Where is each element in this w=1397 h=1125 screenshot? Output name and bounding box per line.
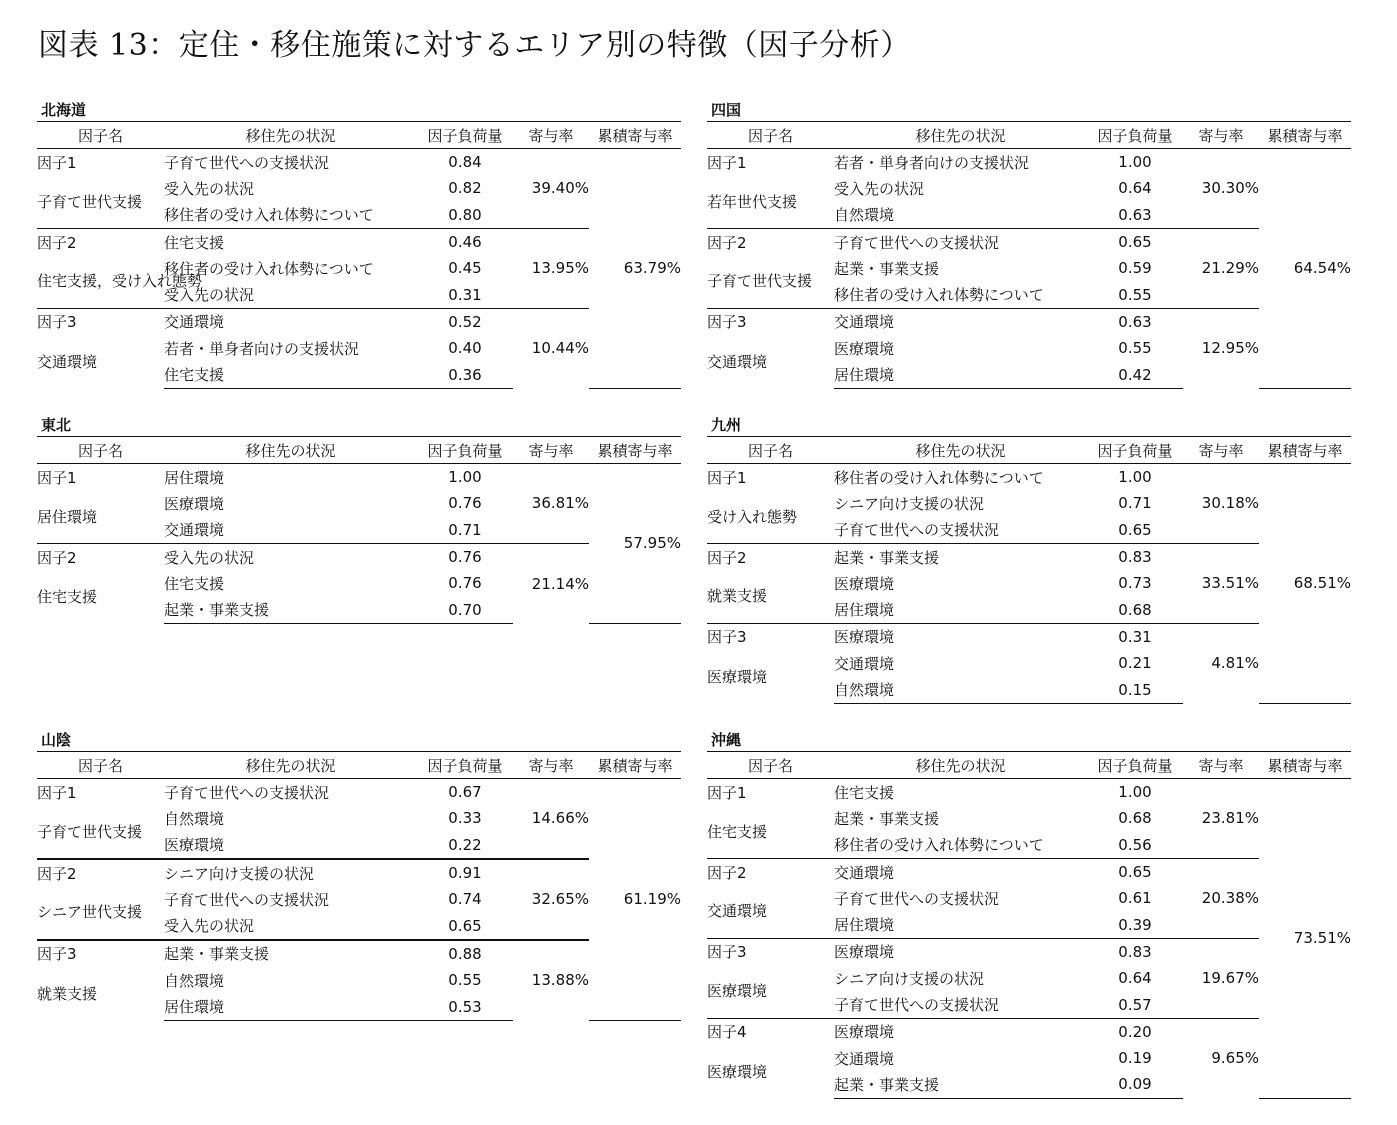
factor-loading: 0.39 (1118, 915, 1152, 934)
cumulative-rate: 57.95% (589, 464, 681, 624)
region-panel-sanin (37, 730, 681, 1021)
header-cumulative: 累積寄与率 (589, 752, 681, 779)
header-factor-name: 因子名 (707, 437, 834, 464)
factor-id: 因子3 (707, 623, 834, 650)
factor-table (37, 121, 681, 389)
header-loading: 因子負荷量 (1087, 752, 1183, 779)
variable-name: 受入先の状況 (164, 543, 417, 570)
table-row (707, 543, 1351, 570)
header-contribution: 寄与率 (513, 437, 589, 464)
factor-loading: 0.42 (1087, 361, 1183, 388)
table-row (37, 859, 681, 886)
factor-table (707, 121, 1351, 389)
variable-name: 居住環境 (164, 468, 225, 487)
variable-name: 起業・事業支援 (164, 940, 417, 967)
contribution-rate: 36.81% (531, 494, 589, 513)
contribution-rate: 13.95% (513, 228, 589, 308)
factor-loading: 1.00 (1118, 468, 1152, 487)
factor-id: 因子2 (37, 543, 164, 570)
header-cumulative: 累積寄与率 (1259, 752, 1351, 779)
factor-loading: 0.91 (417, 859, 513, 886)
variable-name: 子育て世代への支援状況 (164, 783, 330, 802)
factor-loading: 0.76 (448, 494, 482, 513)
variable-name: 移住者の受け入れ体勢について (834, 468, 1044, 487)
factor-id: 因子3 (37, 308, 164, 335)
header-factor-name: 因子名 (707, 122, 834, 149)
region-name: 四国 (711, 101, 742, 119)
contribution-rate: 19.67% (1183, 938, 1259, 1018)
header-cumulative: 累積寄与率 (1259, 122, 1351, 149)
header-row (707, 752, 1351, 779)
factor-label: 住宅支援，受け入れ態勢 (37, 272, 203, 291)
factor-id: 因子2 (37, 228, 164, 255)
table-row (707, 308, 1351, 335)
variable-name: 自然環境 (834, 676, 1087, 703)
factor-loading: 0.64 (1118, 969, 1152, 988)
variable-name: 交通環境 (834, 858, 1087, 885)
variable-name: 医療環境 (834, 339, 895, 358)
factor-id: 因子1 (707, 153, 747, 172)
contribution-rate: 4.81% (1183, 623, 1259, 703)
factor-loading: 0.52 (417, 308, 513, 335)
factor-label: 子育て世代支援 (37, 822, 143, 841)
factor-loading: 0.70 (417, 596, 513, 623)
table-row (37, 149, 681, 176)
variable-name: 自然環境 (164, 971, 225, 990)
variable-name: 医療環境 (834, 1018, 1087, 1045)
header-row (37, 437, 681, 464)
factor-loading: 0.53 (417, 993, 513, 1020)
table-row (37, 779, 681, 806)
cumulative-rate: 64.54% (1259, 149, 1351, 389)
variable-name: 住宅支援 (834, 783, 895, 802)
variable-name: 子育て世代への支援状況 (834, 889, 1000, 908)
variable-name: 医療環境 (164, 836, 225, 855)
variable-name: 居住環境 (834, 361, 1087, 388)
variable-name: 子育て世代への支援状況 (834, 521, 1000, 540)
header-loading: 因子負荷量 (1087, 437, 1183, 464)
factor-loading: 0.57 (1118, 995, 1152, 1014)
header-row (707, 122, 1351, 149)
region-panel-tohoku (37, 415, 681, 624)
variable-name: 起業・事業支援 (164, 596, 417, 623)
factor-loading: 0.09 (1087, 1071, 1183, 1098)
factor-id: 因子3 (37, 940, 164, 967)
variable-name: 受入先の状況 (164, 179, 255, 198)
contribution-rate: 13.88% (513, 940, 589, 1020)
factor-loading: 0.55 (1118, 339, 1152, 358)
contribution-rate: 10.44% (513, 308, 589, 388)
variable-name: 受入先の状況 (164, 917, 255, 936)
header-factor-name: 因子名 (37, 122, 164, 149)
page-title: 図表 13：定住・移住施策に対するエリア別の特徴（因子分析） (38, 28, 911, 63)
factor-label: 交通環境 (37, 352, 98, 371)
variable-name: 自然環境 (164, 809, 225, 828)
header-loading: 因子負荷量 (1087, 122, 1183, 149)
factor-loading: 0.65 (1087, 228, 1183, 255)
header-contribution: 寄与率 (513, 122, 589, 149)
variable-name: 受入先の状況 (164, 286, 255, 305)
header-factor-name: 因子名 (37, 437, 164, 464)
header-variable: 移住先の状況 (834, 437, 1087, 464)
factor-id: 因子2 (707, 228, 834, 255)
factor-loading: 0.40 (448, 339, 482, 358)
header-variable: 移住先の状況 (834, 752, 1087, 779)
region-panel-shikoku (707, 100, 1351, 389)
factor-id: 因子3 (707, 938, 834, 965)
factor-loading: 0.84 (448, 153, 482, 172)
factor-loading: 0.45 (448, 259, 482, 278)
factor-label: 住宅支援 (37, 587, 98, 606)
factor-loading: 0.56 (1118, 835, 1152, 854)
factor-table (707, 751, 1351, 1099)
variable-name: 子育て世代への支援状況 (834, 228, 1087, 255)
contribution-rate: 20.38% (1183, 858, 1259, 938)
variable-name: 受入先の状況 (834, 179, 925, 198)
header-variable: 移住先の状況 (164, 122, 417, 149)
cumulative-rate: 61.19% (589, 779, 681, 1021)
contribution-rate: 33.51% (1183, 543, 1259, 623)
factor-loading: 0.15 (1087, 676, 1183, 703)
header-contribution: 寄与率 (513, 752, 589, 779)
variable-name: 交通環境 (164, 308, 417, 335)
factor-loading: 0.63 (1087, 308, 1183, 335)
header-contribution: 寄与率 (1183, 122, 1259, 149)
variable-name: 医療環境 (834, 623, 1087, 650)
factor-id: 因子1 (707, 783, 747, 802)
factor-loading: 0.31 (448, 285, 482, 304)
variable-name: 子育て世代への支援状況 (164, 890, 330, 909)
factor-loading: 1.00 (1118, 783, 1152, 802)
contribution-rate: 21.14% (513, 543, 589, 623)
variable-name: 交通環境 (834, 654, 895, 673)
contribution-rate: 30.30% (1201, 179, 1259, 198)
variable-name: 自然環境 (834, 206, 895, 225)
variable-name: 移住者の受け入れ体勢について (164, 206, 374, 225)
contribution-rate: 39.40% (531, 179, 589, 198)
variable-name: 住宅支援 (164, 361, 417, 388)
contribution-rate: 14.66% (531, 809, 589, 828)
header-variable: 移住先の状況 (834, 122, 1087, 149)
header-row (37, 752, 681, 779)
variable-name: 住宅支援 (164, 228, 417, 255)
factor-table (37, 751, 681, 1021)
factor-table (707, 436, 1351, 704)
table-row (37, 464, 681, 491)
header-variable: 移住先の状況 (164, 752, 417, 779)
variable-name: 子育て世代への支援状況 (834, 996, 1000, 1015)
header-row (37, 122, 681, 149)
region-panel-kyushu (707, 415, 1351, 704)
region-panel-okinawa (707, 730, 1351, 1099)
factor-id: 因子2 (707, 858, 834, 885)
factor-label: 交通環境 (707, 902, 768, 921)
factor-label: 就業支援 (707, 587, 768, 606)
factor-loading: 0.82 (448, 179, 482, 198)
header-variable: 移住先の状況 (164, 437, 417, 464)
factor-label: 住宅支援 (707, 822, 768, 841)
factor-loading: 0.63 (1118, 205, 1152, 224)
contribution-rate: 21.29% (1183, 228, 1259, 308)
factor-loading: 0.22 (448, 835, 482, 854)
region-name: 北海道 (41, 101, 87, 119)
region-name: 九州 (711, 416, 742, 434)
variable-name: 医療環境 (164, 494, 225, 513)
table-row (37, 543, 681, 570)
factor-table (37, 436, 681, 624)
variable-name: 移住者の受け入れ体勢について (164, 259, 374, 278)
header-contribution: 寄与率 (1183, 437, 1259, 464)
factor-id: 因子3 (707, 308, 834, 335)
variable-name: 住宅支援 (164, 574, 225, 593)
header-contribution: 寄与率 (1183, 752, 1259, 779)
factor-loading: 0.71 (1118, 494, 1152, 513)
table-row (37, 308, 681, 335)
factor-loading: 0.19 (1118, 1049, 1152, 1068)
factor-loading: 0.83 (1087, 938, 1183, 965)
factor-loading: 0.64 (1118, 179, 1152, 198)
variable-name: 交通環境 (834, 308, 1087, 335)
factor-loading: 0.46 (417, 228, 513, 255)
factor-loading: 0.73 (1118, 574, 1152, 593)
factor-loading: 0.83 (1087, 543, 1183, 570)
factor-loading: 0.20 (1087, 1018, 1183, 1045)
factor-id: 因子1 (707, 468, 747, 487)
variable-name: 移住者の受け入れ体勢について (834, 836, 1044, 855)
variable-name: 起業・事業支援 (834, 543, 1087, 570)
factor-label: シニア世代支援 (37, 903, 143, 922)
table-row (37, 940, 681, 967)
factor-label: 医療環境 (707, 1062, 768, 1081)
variable-name: シニア向け支援の状況 (834, 494, 985, 513)
table-row (707, 464, 1351, 491)
factor-loading: 0.55 (448, 971, 482, 990)
variable-name: 起業・事業支援 (834, 1071, 1087, 1098)
factor-label: 医療環境 (707, 667, 768, 686)
variable-name: 交通環境 (164, 521, 225, 540)
factor-id: 因子2 (707, 543, 834, 570)
factor-loading: 1.00 (1118, 153, 1152, 172)
factor-loading: 0.36 (417, 361, 513, 388)
variable-name: 起業・事業支援 (834, 809, 940, 828)
cumulative-rate: 68.51% (1259, 464, 1351, 704)
variable-name: 起業・事業支援 (834, 259, 940, 278)
cumulative-rate: 63.79% (589, 149, 681, 389)
header-loading: 因子負荷量 (417, 122, 513, 149)
factor-loading: 0.59 (1118, 259, 1152, 278)
header-cumulative: 累積寄与率 (589, 122, 681, 149)
variable-name: シニア向け支援の状況 (834, 969, 985, 988)
table-row (37, 228, 681, 255)
contribution-rate: 30.18% (1201, 494, 1259, 513)
factor-loading: 0.76 (448, 574, 482, 593)
factor-loading: 0.67 (448, 783, 482, 802)
contribution-rate: 32.65% (513, 859, 589, 940)
factor-loading: 0.65 (448, 916, 482, 935)
header-factor-name: 因子名 (707, 752, 834, 779)
factor-label: 子育て世代支援 (707, 272, 813, 291)
header-loading: 因子負荷量 (417, 437, 513, 464)
factor-label: 居住環境 (37, 507, 98, 526)
region-name: 沖縄 (711, 731, 742, 749)
factor-loading: 0.74 (448, 890, 482, 909)
header-loading: 因子負荷量 (417, 752, 513, 779)
region-name: 東北 (41, 416, 72, 434)
factor-loading: 0.33 (448, 809, 482, 828)
variable-name: 子育て世代への支援状況 (164, 153, 330, 172)
factor-loading: 0.31 (1087, 623, 1183, 650)
factor-loading: 0.76 (417, 543, 513, 570)
variable-name: 居住環境 (164, 993, 417, 1020)
variable-name: 医療環境 (834, 574, 895, 593)
factor-id: 因子4 (707, 1018, 834, 1045)
table-row (707, 938, 1351, 965)
region-name: 山陰 (41, 731, 72, 749)
factor-label: 若年世代支援 (707, 192, 798, 211)
header-cumulative: 累積寄与率 (1259, 437, 1351, 464)
table-row (707, 228, 1351, 255)
region-panel-hokkaido (37, 100, 681, 389)
cumulative-rate: 73.51% (1259, 779, 1351, 1099)
variable-name: 医療環境 (834, 938, 1087, 965)
factor-id: 因子1 (37, 783, 77, 802)
factor-loading: 0.71 (448, 520, 482, 539)
variable-name: 若者・単身者向けの支援状況 (164, 339, 360, 358)
variable-name: 交通環境 (834, 1049, 895, 1068)
factor-id: 因子1 (37, 153, 77, 172)
variable-name: 移住者の受け入れ体勢について (834, 286, 1044, 305)
factor-loading: 0.68 (1118, 809, 1152, 828)
header-factor-name: 因子名 (37, 752, 164, 779)
table-row (707, 623, 1351, 650)
contribution-rate: 23.81% (1201, 809, 1259, 828)
factor-label: 医療環境 (707, 982, 768, 1001)
variable-name: 居住環境 (834, 601, 895, 620)
header-cumulative: 累積寄与率 (589, 437, 681, 464)
factor-id: 因子1 (37, 468, 77, 487)
factor-loading: 0.21 (1118, 654, 1152, 673)
variable-name: 若者・単身者向けの支援状況 (834, 153, 1030, 172)
table-row (707, 1018, 1351, 1045)
factor-loading: 0.65 (1118, 520, 1152, 539)
factor-loading: 0.65 (1087, 858, 1183, 885)
factor-label: 就業支援 (37, 984, 98, 1003)
contribution-rate: 9.65% (1183, 1018, 1259, 1098)
factor-loading: 0.88 (417, 940, 513, 967)
variable-name: シニア向け支援の状況 (164, 859, 417, 886)
table-row (707, 779, 1351, 806)
factor-loading: 0.68 (1118, 600, 1152, 619)
factor-label: 交通環境 (707, 352, 768, 371)
table-row (707, 858, 1351, 885)
header-row (707, 437, 1351, 464)
factor-loading: 0.61 (1118, 889, 1152, 908)
factor-label: 子育て世代支援 (37, 192, 143, 211)
table-row (707, 149, 1351, 176)
contribution-rate: 12.95% (1183, 308, 1259, 388)
variable-name: 居住環境 (834, 916, 895, 935)
factor-label: 受け入れ態勢 (707, 507, 798, 526)
factor-loading: 0.55 (1118, 285, 1152, 304)
factor-loading: 1.00 (448, 468, 482, 487)
factor-id: 因子2 (37, 859, 164, 886)
factor-loading: 0.80 (448, 205, 482, 224)
